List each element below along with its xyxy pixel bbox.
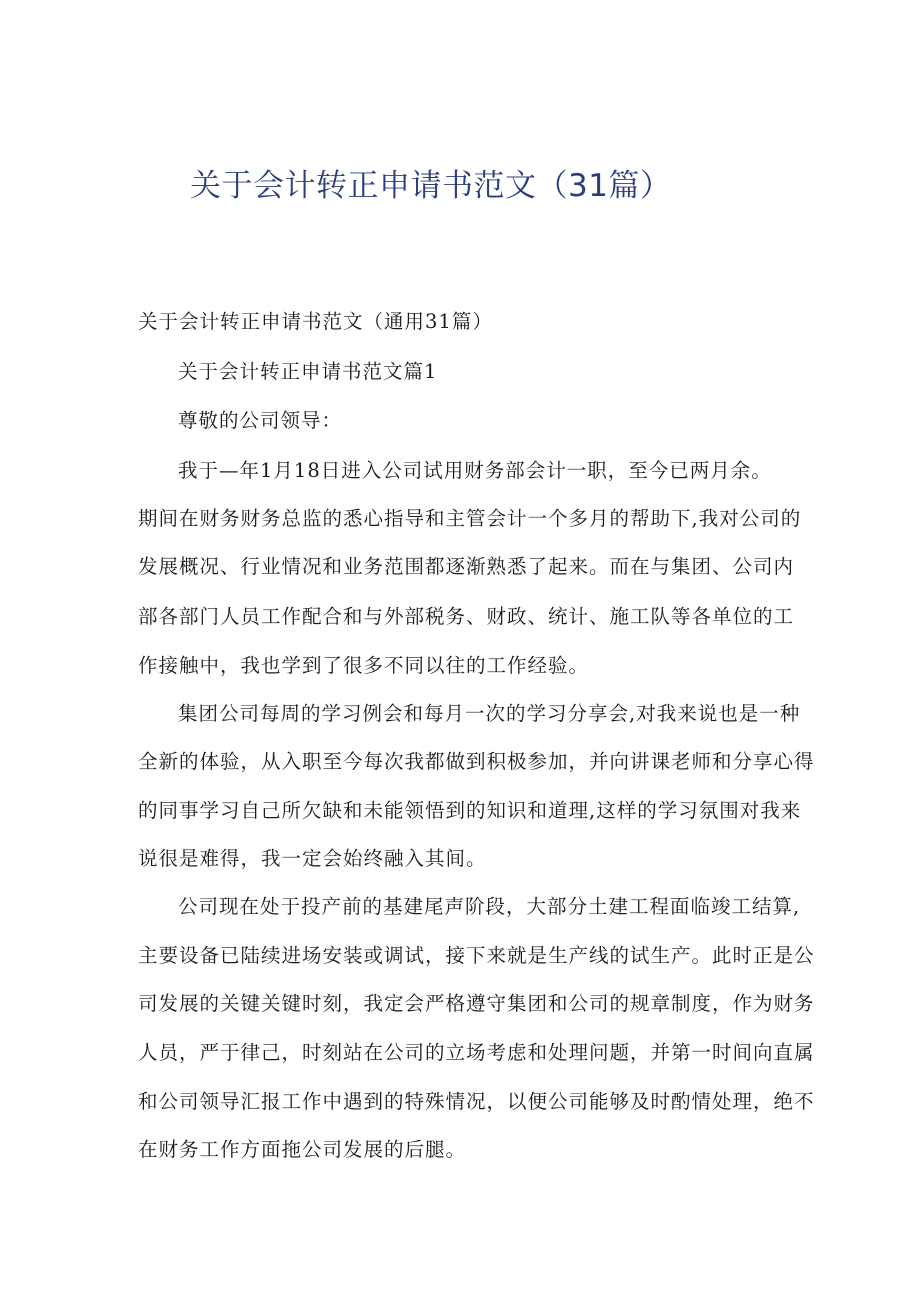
salutation: 尊敬的公司领导： (178, 409, 343, 432)
paragraph-line: 期间在财务财务总监的悉心指导和主管会计一个多月的帮助下,我对公司的 (138, 507, 802, 530)
paragraph-line: 部各部门人员工作配合和与外部税务、财政、统计、施工队等各单位的工 (138, 605, 795, 628)
paragraph-line: 集团公司每周的学习例会和每月一次的学习分享会,对我来说也是一种 (178, 702, 801, 725)
paragraph-line: 说很是难得，我一定会始终融入其间。 (138, 847, 487, 870)
paragraph-line: 和公司领导汇报工作中遇到的特殊情况，以便公司能够及时酌情处理，绝不 (138, 1090, 815, 1113)
paragraph-line: 公司现在处于投产前的基建尾声阶段，大部分土建工程面临竣工结算, (178, 895, 801, 918)
paragraph-line: 司发展的关键关键时刻，我定会严格遵守集团和公司的规章制度，作为财务 (138, 992, 815, 1015)
section-heading: 关于会计转正申请书范文篇1 (178, 360, 438, 383)
paragraph-line: 在财务工作方面拖公司发展的后腿。 (138, 1138, 467, 1161)
paragraph-line: 全新的体验，从入职至今每次我都做到积极参加，并向讲课老师和分享心得 (138, 750, 815, 773)
paragraph-line: 作接触中，我也学到了很多不同以往的工作经验。 (138, 654, 590, 677)
subtitle-line: 关于会计转正申请书范文（通用31篇） (138, 310, 493, 333)
paragraph-line: 发展概况、行业情况和业务范围都逐渐熟悉了起来。而在与集团、公司内 (138, 555, 795, 578)
paragraph-line: 我于—年1月18日进入公司试用财务部会计一职，至今已两月余。 (178, 459, 772, 482)
paragraph-line: 人员，严于律己，时刻站在公司的立场考虑和处理问题，并第一时间向直属 (138, 1041, 815, 1064)
document-title: 关于会计转正申请书范文（31篇） (190, 168, 672, 204)
paragraph-line: 的同事学习自己所欠缺和未能领悟到的知识和道理,这样的学习氛围对我来 (138, 799, 802, 822)
paragraph-line: 主要设备已陆续进场安装或调试，接下来就是生产线的试生产。此时正是公 (138, 944, 815, 967)
